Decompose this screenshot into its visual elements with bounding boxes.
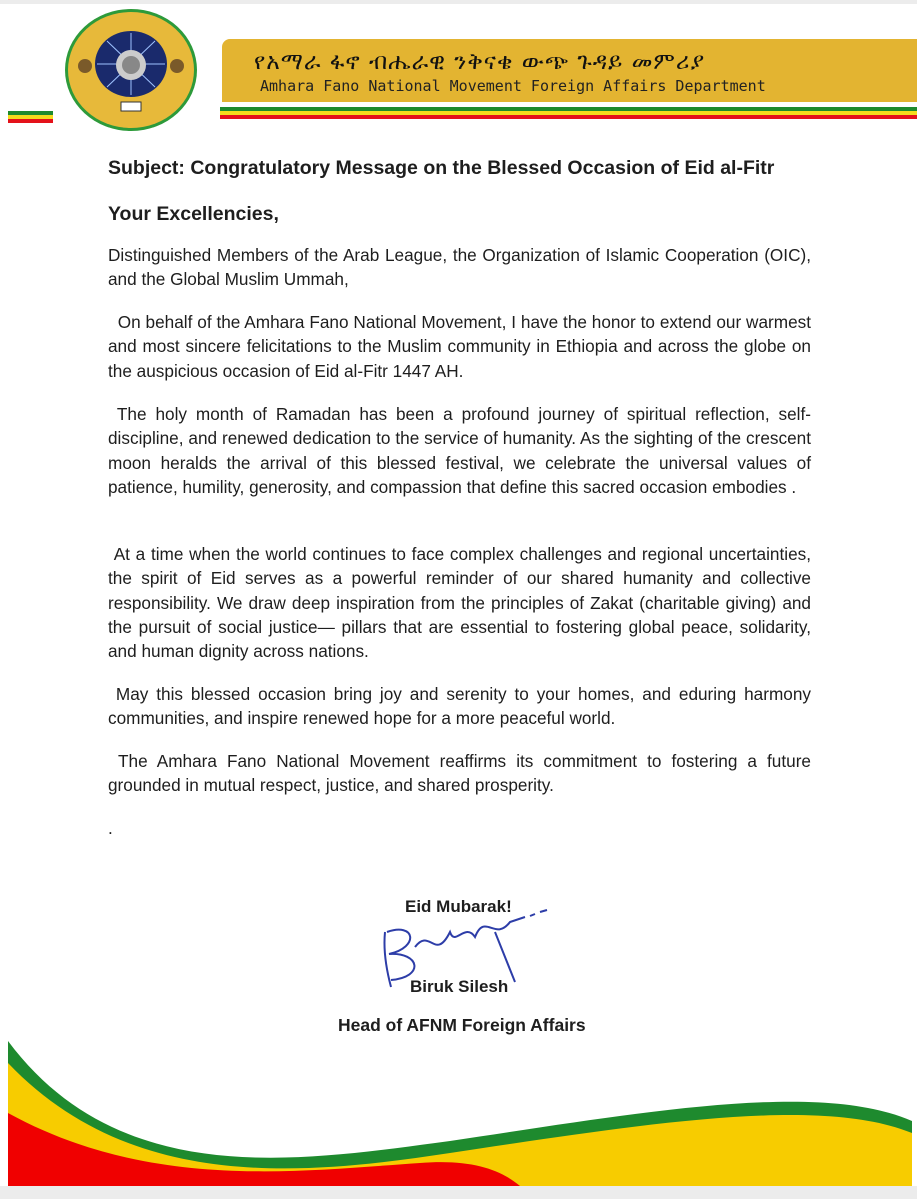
paragraph: The holy month of Ramadan has been a profound journey of spiritual reflection, self-discipline, and renewed dedication to the service of humanity. As the sighting of the crescent moon heralds the arrival of this blessed festival, we celebrate the universal values of patience, humility, generosity, and compassion that define this sacred occasion embodies . [108,404,811,497]
signatory-title: Head of AFNM Foreign Affairs [338,1015,586,1035]
letterhead-banner [222,39,917,102]
paragraph: At a time when the world continues to face complex challenges and regional uncertainties, the spirit of Eid serves as a powerful reminder of our shared humanity and collective responsibility. We draw deep inspiration from the principles of Zakat (charitable giving) and the pursuit of social justice— pillars that are essential to fostering global peace, solidarity, and human dignity across nations. [108,544,811,662]
flag-wave-footer [0,1041,917,1186]
letter-page [0,4,917,1186]
english-title: Amhara Fano National Movement Foreign Affairs Department [260,77,766,95]
paragraph: The Amhara Fano National Movement reaffirms its commitment to fostering a future grounded in mutual respect, justice, and shared prosperity. [108,751,811,796]
signatory-name: Biruk Silesh [410,977,509,996]
flag-stripes-left [8,111,53,123]
paragraph: Distinguished Members of the Arab League, the Organization of Islamic Cooperation (OIC), and the Global Muslim Ummah, [108,245,811,290]
amharic-title: የአማራ ፋኖ ብሔራዊ ንቅናቄ ውጭ ጉዳይ መምሪያ [254,49,706,75]
afnm-logo-icon [63,8,200,132]
subject-line: Subject: Congratulatory Message on the Blessed Occasion of Eid al-Fitr [108,157,775,179]
paragraph: May this blessed occasion bring joy and serenity to your homes, and eduring harmony communities, and inspire renewed hope for a more peaceful world. [108,684,811,729]
flag-stripes-banner [220,107,917,119]
closing: Eid Mubarak! [405,897,512,916]
paragraph: . [108,818,113,838]
salutation: Your Excellencies, [108,203,279,225]
paragraph: On behalf of the Amhara Fano National Movement, I have the honor to extend our warmest and most sincere felicitations to the Muslim community in Ethiopia and across the globe on the auspicious occasion of Eid al-Fitr 1447 AH. [108,312,811,381]
